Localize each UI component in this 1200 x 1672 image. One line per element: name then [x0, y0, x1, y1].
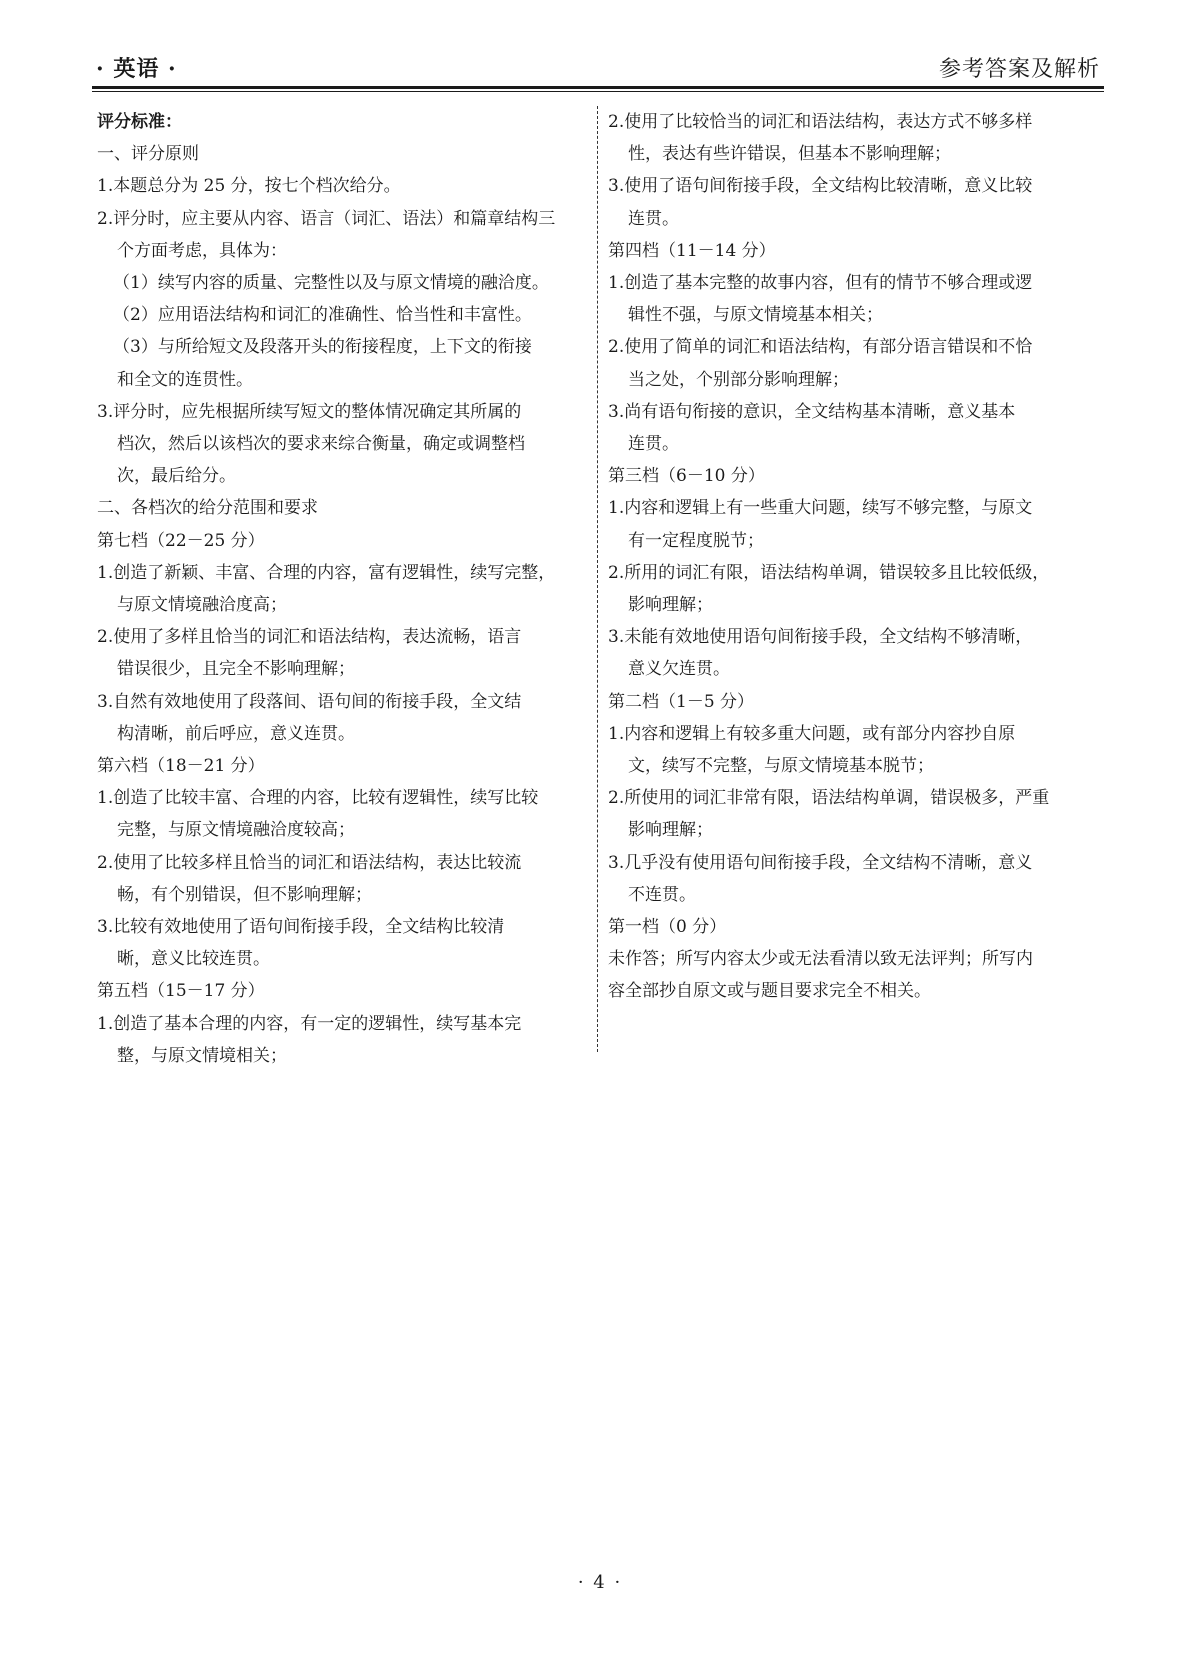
text-line: 第七档（22－25 分） — [97, 530, 265, 551]
left-column — [97, 106, 594, 1072]
text-line: 3.尚有语句衔接的意识，全文结构基本清晰，意义基本 — [608, 401, 1016, 422]
text-line: 第三档（6－10 分） — [608, 466, 765, 487]
text-line: 连贯。 — [628, 208, 679, 229]
text-line: 次，最后给分。 — [117, 466, 236, 487]
text-line: 个方面考虑，具体为： — [117, 240, 287, 261]
text-line: 性，表达有些许错误，但基本不影响理解； — [628, 144, 951, 165]
text-line: 2.使用了比较恰当的词汇和语法结构，表达方式不够多样 — [608, 112, 1033, 132]
subject-label: · 英语 · — [96, 56, 177, 82]
text-line: 3.几乎没有使用语句间衔接手段，全文结构不清晰，意义 — [608, 852, 1033, 873]
text-line: 未作答；所写内容太少或无法看清以致无法评判；所写内 — [608, 949, 1033, 970]
text-line: 3.自然有效地使用了段落间、语句间的衔接手段，全文结 — [97, 691, 522, 712]
text-line: 1.内容和逻辑上有较多重大问题，或有部分内容抄自原 — [608, 723, 1016, 744]
text-line: 2.所使用的词汇非常有限，语法结构单调，错误极多，严重 — [608, 788, 1050, 809]
text-line: 文，续写不完整，与原文情境基本脱节； — [628, 756, 934, 777]
text-line: 3.未能有效地使用语句间衔接手段，全文结构不够清晰， — [608, 627, 1033, 648]
text-line: 3.评分时，应先根据所续写短文的整体情况确定其所属的 — [97, 401, 522, 422]
text-line: 连贯。 — [628, 434, 679, 455]
text-line: 1.创造了新颖、丰富、合理的内容，富有逻辑性，续写完整， — [97, 562, 556, 583]
text-line: 3.比较有效地使用了语句间衔接手段，全文结构比较清 — [97, 917, 505, 938]
text-line: 1.创造了基本完整的故事内容，但有的情节不够合理或逻 — [608, 273, 1033, 294]
text-line: 2.使用了多样且恰当的词汇和语法结构，表达流畅，语言 — [97, 627, 522, 648]
text-line: 完整，与原文情境融洽度较高； — [117, 820, 355, 841]
text-line: 容全部抄自原文或与题目要求完全不相关。 — [608, 981, 931, 1002]
text-line: 一、评分原则 — [97, 144, 199, 165]
text-line: 构清晰，前后呼应，意义连贯。 — [117, 723, 355, 744]
text-line: 有一定程度脱节； — [628, 530, 764, 551]
text-line: 1.内容和逻辑上有一些重大问题，续写不够完整，与原文 — [608, 498, 1033, 519]
text-line: 2.所用的词汇有限，语法结构单调，错误较多且比较低级， — [608, 562, 1050, 583]
text-line: 畅，有个别错误，但不影响理解； — [117, 884, 372, 905]
text-line: 当之处，个别部分影响理解； — [628, 369, 849, 390]
text-line: 辑性不强，与原文情境基本相关； — [628, 305, 883, 326]
text-line: 晰，意义比较连贯。 — [117, 949, 270, 970]
right-column — [608, 106, 1105, 1008]
text-line: 档次，然后以该档次的要求来综合衡量，确定或调整档 — [117, 434, 525, 455]
text-line: 不连贯。 — [628, 884, 696, 905]
header-rule-thin — [92, 91, 1104, 92]
page-header — [92, 52, 1104, 86]
text-line: 第二档（1－5 分） — [608, 691, 755, 712]
text-line: 2.使用了比较多样且恰当的词汇和语法结构，表达比较流 — [97, 852, 522, 873]
text-line: 二、各档次的给分范围和要求 — [97, 498, 318, 519]
column-divider — [597, 106, 598, 1052]
text-line: 第一档（0 分） — [608, 917, 727, 938]
page-number: · 4 · — [577, 1572, 623, 1593]
section-title: 参考答案及解析 — [938, 57, 1100, 82]
text-line: 影响理解； — [628, 595, 713, 616]
text-line: 评分标准： — [97, 112, 182, 132]
text-line: 第六档（18－21 分） — [97, 756, 265, 777]
text-line: 和全文的连贯性。 — [117, 369, 253, 390]
text-line: 3.使用了语句间衔接手段，全文结构比较清晰，意义比较 — [608, 176, 1033, 197]
text-line: （1）续写内容的质量、完整性以及与原文情境的融洽度。 — [113, 273, 549, 294]
text-line: （3）与所给短文及段落开头的衔接程度，上下文的衔接 — [113, 337, 532, 358]
text-line: 意义欠连贯。 — [628, 659, 730, 680]
text-line: 第四档（11－14 分） — [608, 240, 776, 261]
header-rule — [92, 86, 1104, 89]
text-line: 错误很少，且完全不影响理解； — [117, 659, 355, 680]
text-line: 1.本题总分为 25 分，按七个档次给分。 — [97, 176, 401, 197]
text-line: 1.创造了比较丰富、合理的内容，比较有逻辑性，续写比较 — [97, 788, 539, 809]
text-line: 与原文情境融洽度高； — [117, 595, 287, 616]
text-line: （2）应用语法结构和词汇的准确性、恰当性和丰富性。 — [113, 305, 532, 326]
text-line: 第五档（15－17 分） — [97, 981, 265, 1002]
text-line: 2.评分时，应主要从内容、语言（词汇、语法）和篇章结构三 — [97, 208, 556, 229]
text-line: 影响理解； — [628, 820, 713, 841]
text-line: 整，与原文情境相关； — [117, 1045, 287, 1066]
text-line: 1.创造了基本合理的内容，有一定的逻辑性，续写基本完 — [97, 1013, 522, 1034]
text-line: 2.使用了简单的词汇和语法结构，有部分语言错误和不恰 — [608, 337, 1033, 358]
